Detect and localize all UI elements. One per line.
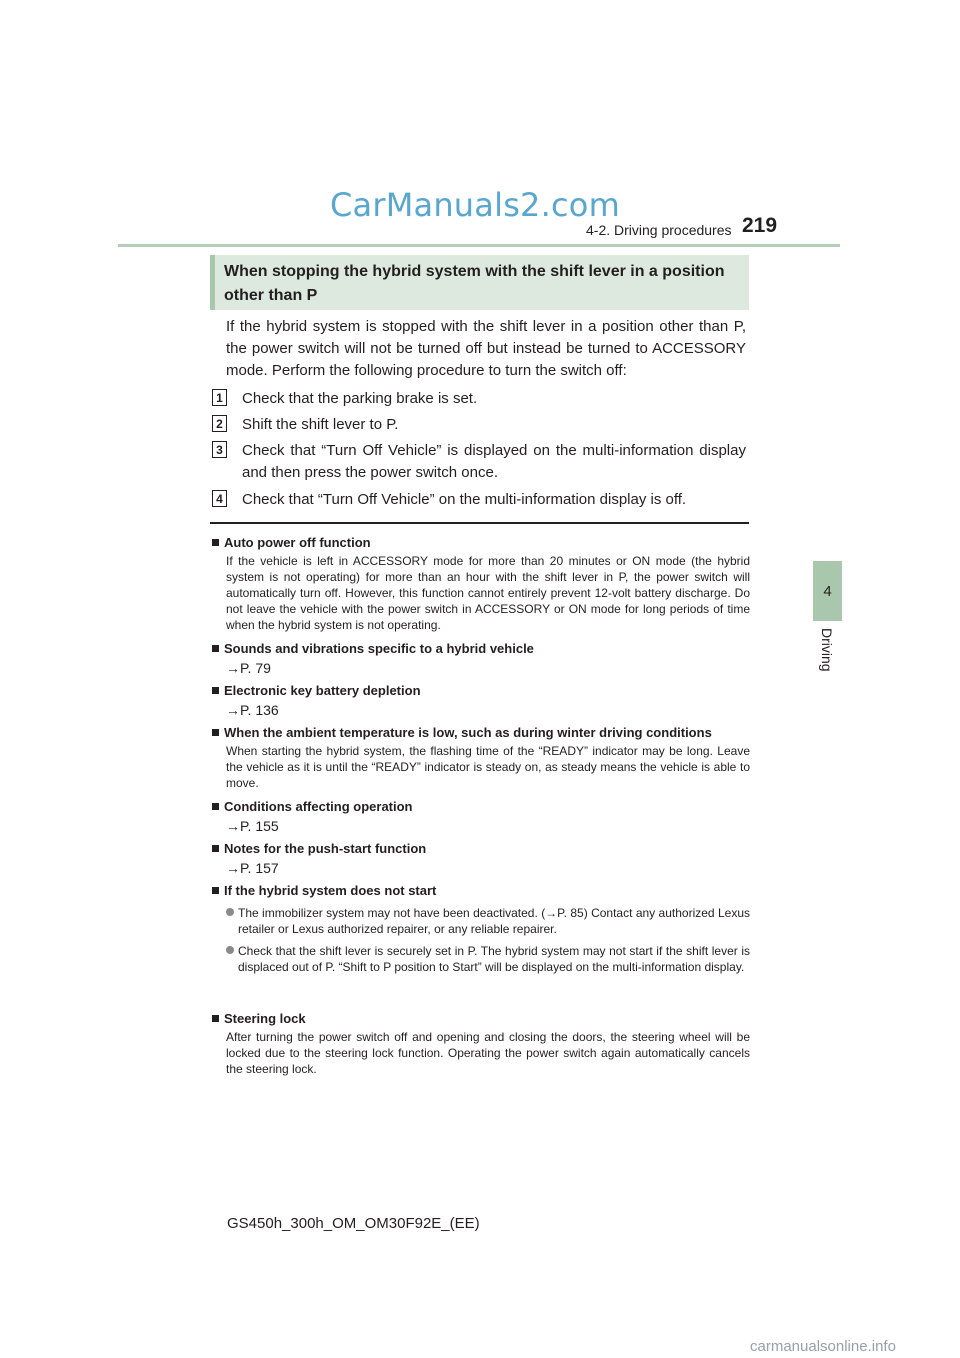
bullet-item (226, 905, 750, 937)
square-bullet-icon (212, 645, 219, 652)
step-number: 3 (212, 441, 227, 458)
note-sounds-vibrations (212, 640, 750, 678)
note-title: Notes for the push-start function (224, 841, 427, 856)
note-auto-power-off (212, 534, 750, 633)
chapter-number: 4 (823, 582, 832, 600)
note-push-start (212, 840, 750, 878)
square-bullet-icon (212, 1015, 219, 1022)
note-key-battery (212, 682, 750, 720)
page-number: 219 (742, 214, 778, 237)
step-text: Shift the shift lever to P. (242, 416, 399, 433)
header-rule (118, 244, 840, 247)
section-heading: When stopping the hybrid system with the shift lever in a position other than P (210, 255, 749, 310)
page-reference: →P. 157 (226, 860, 279, 876)
note-title: When the ambient temperature is low, such as during winter driving conditions (224, 725, 712, 740)
note-body: When starting the hybrid system, the flashing time of the “READY” indicator may be long. Leave the vehicle as it is until the “READY” indicator is steady on, as steady means the vehicle is able to move. (226, 744, 750, 790)
note-title: Sounds and vibrations specific to a hybrid vehicle (224, 641, 534, 656)
footer-model-code: GS450h_300h_OM_OM30F92E_(EE) (227, 1215, 480, 1232)
square-bullet-icon (212, 687, 219, 694)
note-body: After turning the power switch off and opening and closing the doors, the steering wheel will be locked due to the steering lock function. Operating the power switch again automatically cancels the steering lock. (226, 1030, 750, 1076)
note-does-not-start (212, 882, 750, 975)
square-bullet-icon (212, 539, 219, 546)
square-bullet-icon (212, 803, 219, 810)
page-reference: →P. 155 (226, 818, 279, 834)
note-title: Auto power off function (224, 535, 371, 550)
round-bullet-icon (226, 946, 234, 954)
bullet-text: The immobilizer system may not have been deactivated. (→P. 85) Contact any authorized Lexus retailer or Lexus authorized repairer, or any reliable repairer. (238, 906, 750, 936)
note-title: If the hybrid system does not start (224, 883, 437, 898)
intro-paragraph: If the hybrid system is stopped with the shift lever in a position other than P, the power switch will not be turned off but instead be turned to ACCESSORY mode. Perform the following procedure to turn the switch off: (226, 318, 746, 379)
watermark-bottom[interactable]: carmanualsonline.info (750, 1338, 896, 1355)
round-bullet-icon (226, 908, 234, 916)
step-text: Check that “Turn Off Vehicle” is displayed on the multi-information display and then press the power switch once. (242, 442, 746, 481)
page-reference: →P. 136 (226, 702, 279, 718)
bullet-text: Check that the shift lever is securely set in P. The hybrid system may not start if the shift lever is displaced out of P. “Shift to P position to Start” will be displayed on the multi-information display. (238, 944, 750, 974)
page-reference: →P. 79 (226, 660, 271, 676)
square-bullet-icon (212, 887, 219, 894)
note-conditions (212, 798, 750, 836)
section-divider (210, 522, 749, 524)
note-title: Steering lock (224, 1011, 306, 1026)
header-section-title: 4-2. Driving procedures (586, 222, 732, 238)
chapter-tab (813, 561, 842, 621)
note-low-temperature (212, 724, 750, 791)
note-title: Electronic key battery depletion (224, 683, 421, 698)
step-text: Check that “Turn Off Vehicle” on the multi-information display is off. (242, 491, 687, 508)
step-number: 1 (212, 389, 227, 406)
note-steering-lock (212, 1010, 750, 1077)
watermark-logo-top[interactable]: CarManuals2.com (330, 186, 620, 224)
square-bullet-icon (212, 845, 219, 852)
square-bullet-icon (212, 729, 219, 736)
note-title: Conditions affecting operation (224, 799, 413, 814)
note-body: If the vehicle is left in ACCESSORY mode for more than 20 minutes or ON mode (the hybrid system is not operating) for more than an hour with the shift lever in P, the power switch will automatically turn off. However, this function cannot entirely prevent 12-volt battery discharge. Do not leave the vehicle with the power switch in ACCESSORY or ON mode for long periods of time when the hybrid system is not operating. (226, 554, 750, 632)
bullet-item (226, 943, 750, 975)
step-number: 4 (212, 490, 227, 507)
step-number: 2 (212, 415, 227, 432)
step-text: Check that the parking brake is set. (242, 390, 478, 407)
chapter-label: Driving (819, 628, 835, 672)
